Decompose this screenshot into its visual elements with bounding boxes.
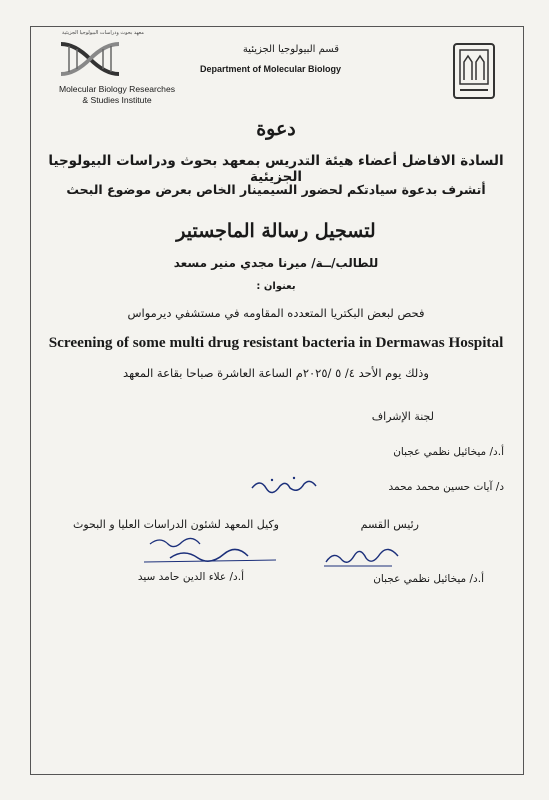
topic-title-ar: فحص لبعض البكتريا المتعدده المقاومه في مستشفي ديرمواس	[127, 306, 425, 320]
vice-dean-name: أ.د/ علاء الدين حامد سيد	[137, 571, 244, 583]
invitation-title: دعوة	[256, 118, 296, 140]
department-head-title: رئيس القسم	[360, 518, 419, 531]
invitation-text: أتشرف بدعوة سيادتكم لحضور السيمينار الخاص بعرض موضوع البحث	[66, 182, 486, 197]
vice-dean-title: وكيل المعهد لشئون الدراسات العليا و البحوث	[72, 518, 279, 531]
topic-title-en: Screening of some multi drug resistant bacteria in Dermawas Hospital	[48, 334, 504, 351]
institute-name-en-line2: & Studies Institute	[82, 95, 152, 105]
department-name-en: Department of Molecular Biology	[199, 64, 341, 74]
committee-title: لجنة الإشراف	[371, 410, 434, 423]
department-name-ar: قسم البيولوجيا الجزيئية	[242, 44, 339, 55]
department-head-name: أ.د/ ميخائيل نظمي عجبان	[373, 573, 484, 585]
invitation-purpose: لتسجيل رسالة الماجستير	[176, 220, 376, 242]
institute-name-ar-small: معهد بحوث ودراسات البيولوجيا الجزيئية	[62, 30, 144, 36]
committee-member-1: أ.د/ ميخائيل نظمي عجبان	[393, 446, 504, 458]
dna-logo-icon	[55, 36, 125, 82]
department-head-signature-icon	[322, 536, 402, 572]
student-name: للطالب/ــة/ ميرنا مجدي منير مسعد	[173, 256, 379, 270]
invitation-addressee: السادة الافاضل أعضاء هيئة التدريس بمعهد بحوث ودراسات البيولوجيا الجزيئية	[48, 153, 504, 185]
member2-signature-icon	[250, 470, 320, 500]
committee-member-2: د/ آيات حسين محمد محمد	[388, 481, 504, 493]
institute-name-en-line1: Molecular Biology Researches	[58, 84, 176, 94]
vice-dean-signature-icon	[140, 530, 280, 570]
institute-name-en	[42, 84, 192, 106]
seminar-date: وذلك يوم الأحد ٤/ ٥ /٢٠٢٥م الساعة العاشرة صباحا بقاعة المعهد	[123, 366, 429, 380]
university-logo-icon	[448, 40, 500, 102]
topic-label: بعنوان :	[256, 281, 296, 292]
